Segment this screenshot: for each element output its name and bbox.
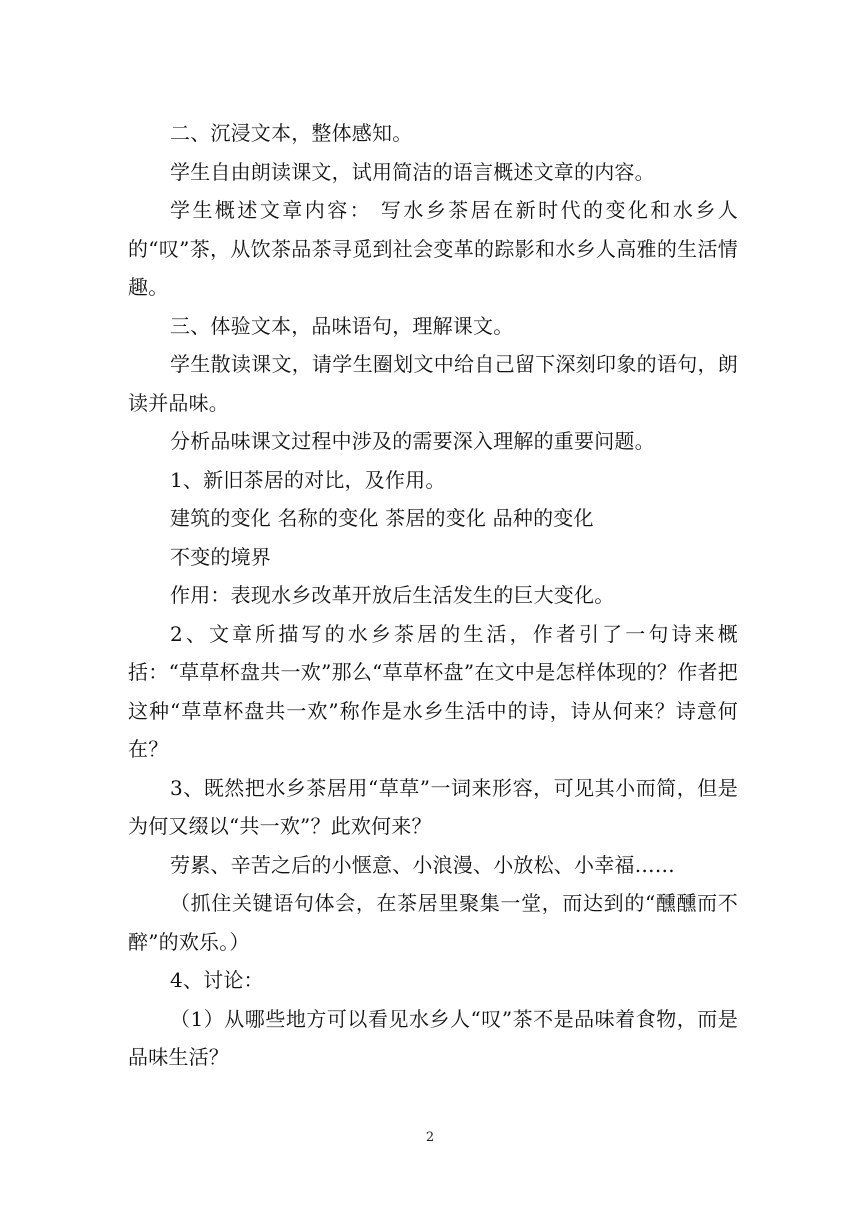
effect-statement: 作用：表现水乡改革开放后生活发生的巨大变化。 [170,583,615,607]
section-heading-3: 三、体验文本，品味语句，理解课文。 [170,313,514,338]
section-heading-2: 二、沉浸文本，整体感知。 [170,121,413,145]
question-4-discussion: 4、讨论： [170,968,264,992]
note-key-sentences: （抓住关键语句体会，在茶居里聚集一堂，而达到的“醺醺而不醉”的欢乐。） [128,891,738,954]
question-1: 1、新旧茶居的对比，及作用。 [170,467,446,492]
page-body [128,114,738,1077]
page-number: 2 [425,1130,435,1145]
paragraph-summary: 学生概述文章内容： 写水乡茶居在新时代的变化和水乡人的“叹”茶，从饮茶品茶寻觅到社会变革的踪影和水乡人高雅的生活情趣。 [128,198,738,299]
unchanged-realm: 不变的境界 [170,544,271,569]
changes-list: 建筑的变化 名称的变化 茶居的变化 品种的变化 [170,506,594,530]
discussion-question-1: （1）从哪些地方可以看见水乡人“叹”茶不是品味着食物，而是品味生活？ [128,1006,738,1069]
question-2: 2、文章所描写的水乡茶居的生活，作者引了一句诗来概括：“草草杯盘共一欢”那么“草草杯盘”在文中是怎样体现的？作者把这种“草草杯盘共一欢”称作是水乡生活中的诗，诗从何来？诗意何在？ [128,621,738,761]
paragraph-reading-task: 学生自由朗读课文，试用简洁的语言概述文章的内容。 [170,159,655,184]
paragraph-analysis: 分析品味课文过程中涉及的需要深入理解的重要问题。 [170,429,655,453]
question-3: 3、既然把水乡茶居用“草草”一词来形容，可见其小而简，但是为何又缀以“共一欢”？此欢何来？ [128,775,738,838]
answer-small-joys: 劳累、辛苦之后的小惬意、小浪漫、小放松、小幸福…… [170,852,675,877]
paragraph-scan-reading: 学生散读课文，请学生圈划文中给自己留下深刻印象的语句，朗读并品味。 [128,352,738,415]
